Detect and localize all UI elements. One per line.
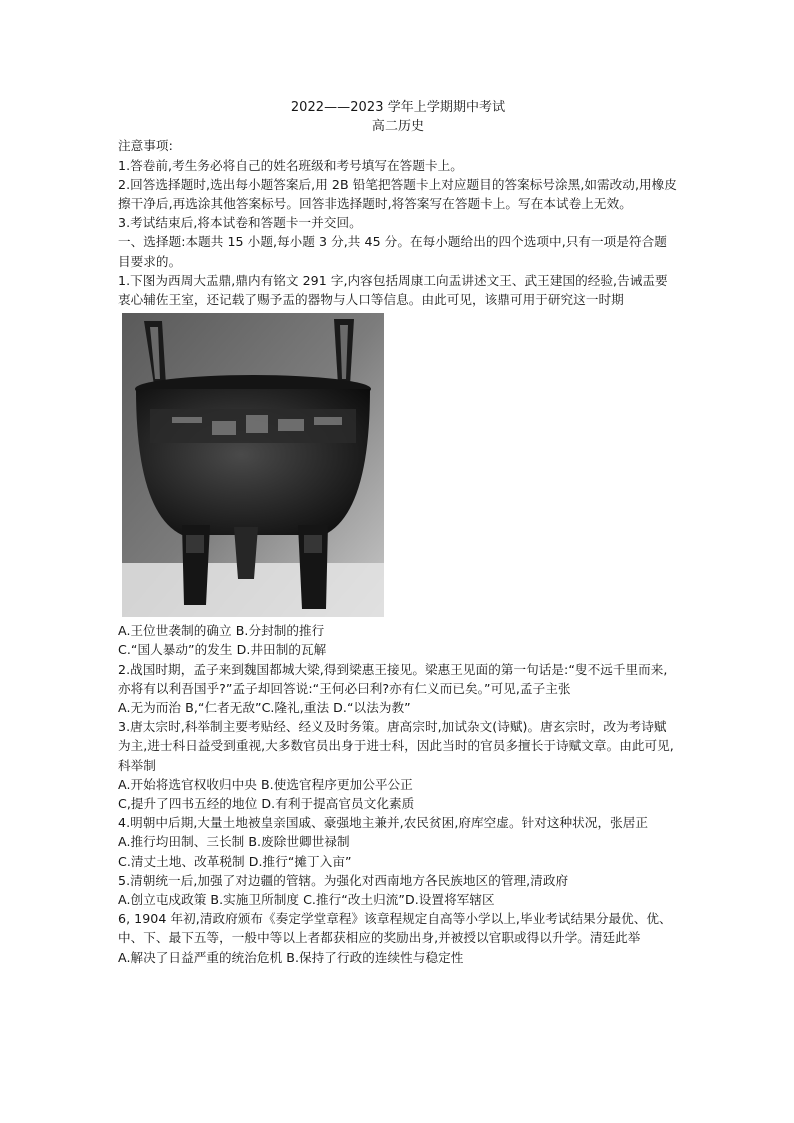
question-option: A.解决了日益严重的统治危机 B.保持了行政的连续性与稳定性 bbox=[118, 949, 464, 965]
question-stem: 2.战国时期，孟子来到魏国都城大梁,得到梁惠王接见。梁惠王见面的第一句话是:“叟不远千里而来,亦将有以利吾国乎?”孟子却回答说:“王何必曰利?亦有仁义而已矣。”可见,孟子主张 bbox=[118, 661, 668, 696]
exam-subject: 高二历史 bbox=[371, 119, 425, 135]
question-stem: 4.明朝中后期,大量土地被皇亲国戚、豪强地主兼并,农民贫困,府库空虚。针对这种状况，张居正 bbox=[118, 815, 649, 831]
exam-title: 2022——2023 学年上学期期中考试 bbox=[290, 100, 506, 115]
question-option: A.创立屯戍政策 B.实施卫所制度 C.推行“改土归流”D.设置将军辖区 bbox=[118, 892, 495, 908]
notice-item: 3.考试结束后,将本试卷和答题卡一并交回。 bbox=[118, 215, 362, 231]
notice-heading: 注意事项: bbox=[118, 138, 173, 154]
question-option: C.清丈土地、改革税制 D.推行“摊丁入亩” bbox=[118, 853, 352, 869]
exam-page bbox=[118, 98, 678, 967]
question-option: A.王位世袭制的确立 B.分封制的推行 bbox=[118, 623, 325, 639]
question-stem: 5.清朝统一后,加强了对边疆的管辖。为强化对西南地方各民族地区的管理,清政府 bbox=[118, 872, 569, 888]
notice-item: 1.答卷前,考生务必将自己的姓名班级和考号填写在答题卡上。 bbox=[118, 157, 463, 173]
ding-vessel-image bbox=[122, 313, 384, 617]
notice-item: 2.回答选择题时,选出每小题答案后,用 2B 铅笔把答题卡上对应题目的答案标号涂黑,如需改动,用橡皮擦干净后,再选涂其他答案标号。回答非选择题时,将答案写在答题卡上。写在本试卷上无效。 bbox=[118, 176, 677, 212]
question-option: A.无为而治 B,“仁者无敌”C.隆礼,重法 D.“以法为教” bbox=[118, 700, 411, 716]
question-stem: 6, 1904 年初,清政府颁布《奏定学堂章程》该章程规定自高等小学以上,毕业考试结果分最优、优、中、下、最下五等，一般中等以上者都获相应的奖励出身,并被授以官职或得以升学。清廷此举 bbox=[118, 911, 672, 946]
question-option: A.开始将选官权收归中央 B.使选官程序更加公平公正 bbox=[118, 776, 413, 792]
question-option: C,提升了四书五经的地位 D.有利于提高官员文化素质 bbox=[118, 796, 415, 812]
question-option: A.推行均田制、三长制 B.废除世卿世禄制 bbox=[118, 834, 350, 850]
question-stem: 3.唐太宗时,科举制主要考贴经、经义及时务策。唐高宗时,加试杂文(诗赋)。唐玄宗时，改为考诗赋为主,进士科日益受到重视,大多数官员出身于进士科，因此当时的官员多擅长于诗赋文章。由此可见,科举制 bbox=[118, 719, 674, 773]
question-stem: 1.下图为西周大盂鼎,鼎内有铭文 291 字,内容包括周康工向盂讲述文王、武王建国的经验,告诫盂要衷心辅佐王室，还记载了赐予盂的器物与人口等信息。由此可见，该鼎可用于研究这一时期 bbox=[118, 272, 668, 308]
question-option: C.“国人暴动”的发生 D.井田制的瓦解 bbox=[118, 642, 327, 658]
ding-photo bbox=[122, 313, 384, 617]
section-heading: 一、选择题:本题共 15 小题,每小题 3 分,共 45 分。在每小题给出的四个选项中,只有一项是符合题目要求的。 bbox=[118, 234, 667, 269]
